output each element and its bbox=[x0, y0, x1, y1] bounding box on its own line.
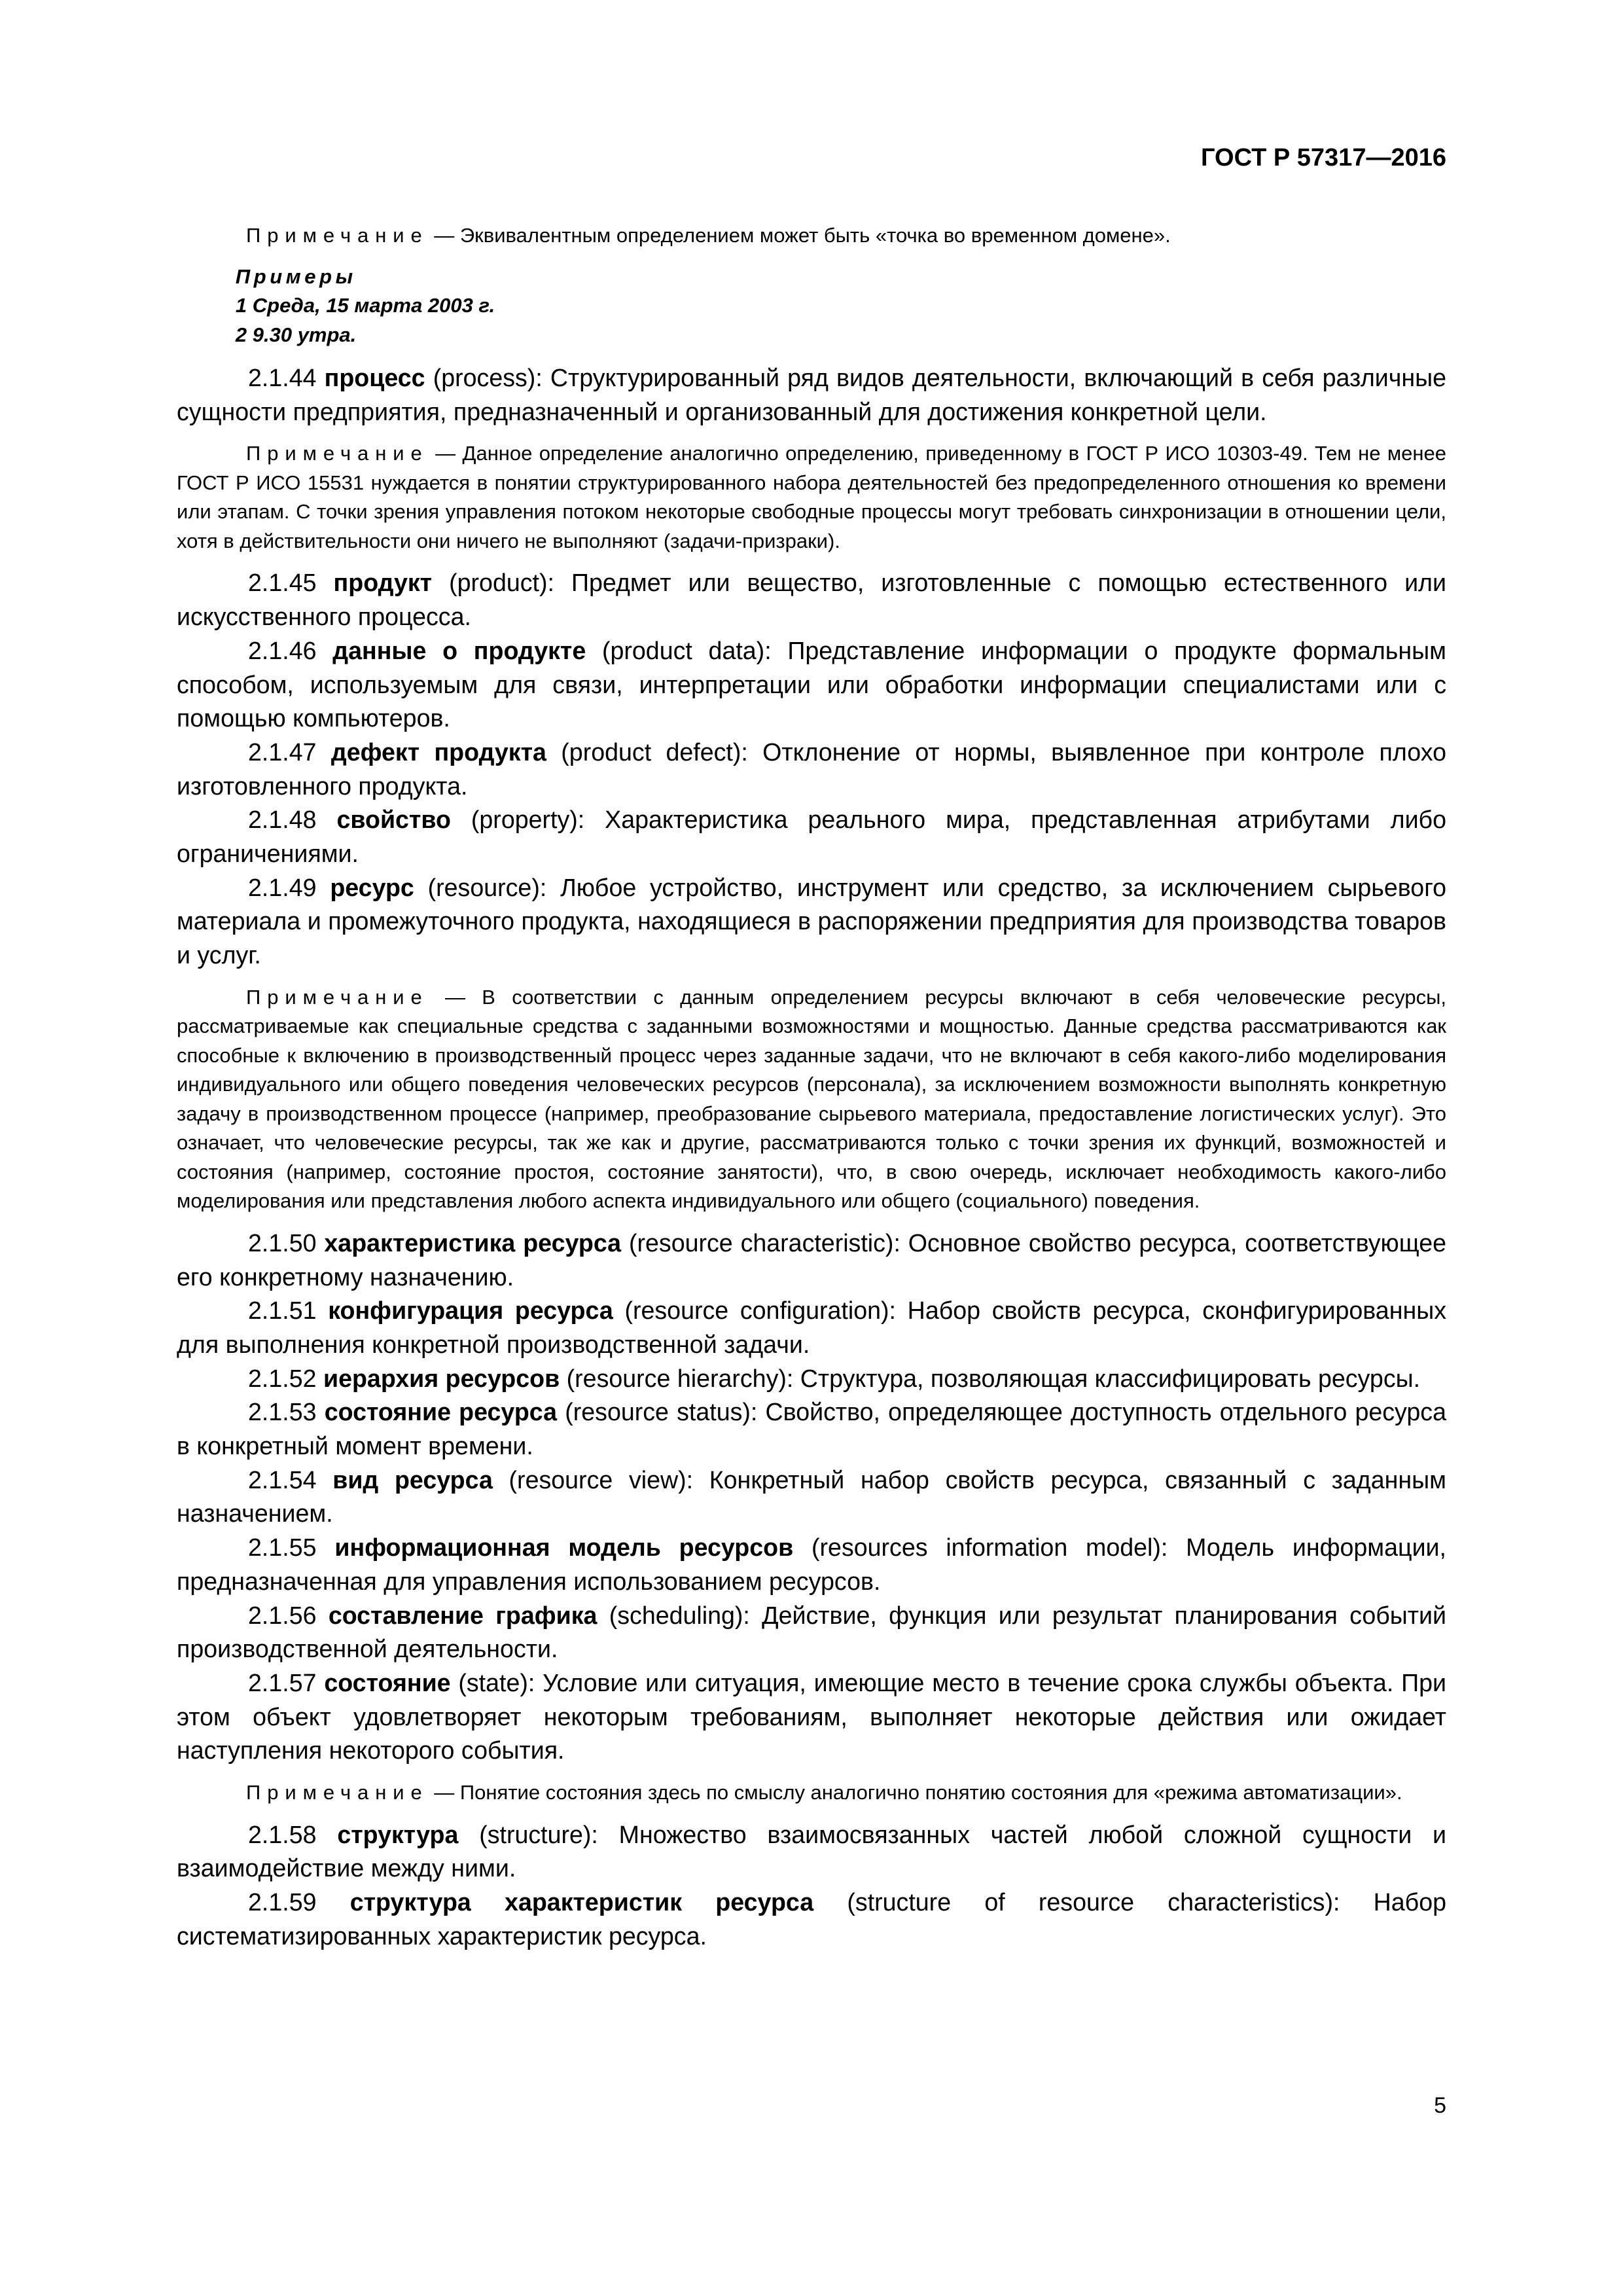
example-item: 1 Среда, 15 марта 2003 г. bbox=[235, 294, 495, 317]
entry-text: (product data): Представление информации о продукте формальным способом, используемым для связи, интерпретации или обработки информации специалистами или с помощью компьютеров. bbox=[177, 636, 1446, 732]
note-label: Примечание bbox=[246, 1781, 429, 1804]
entry-term: информационная модель ресурсов bbox=[334, 1534, 794, 1562]
entry-text: (property): Характеристика реального мира, представленная атрибутами либо ограничениями. bbox=[177, 806, 1446, 868]
entry-text: (scheduling): Действие, функция или результат планирования событий производственной деятельности. bbox=[177, 1601, 1446, 1663]
entry-number: 2.1.44 bbox=[248, 364, 317, 391]
note-text: — Понятие состояния здесь по смыслу аналогично понятию состояния для «режима автоматизации». bbox=[434, 1781, 1402, 1804]
entry-text: (resource characteristic): Основное свойство ресурса, соответствующее его конкретному назначению. bbox=[177, 1229, 1446, 1291]
note bbox=[177, 221, 1446, 251]
entry-text: (resource view): Конкретный набор свойств ресурса, связанный с заданным назначением. bbox=[177, 1465, 1446, 1528]
definition-entry bbox=[177, 1294, 1446, 1361]
note-text: — В соответствии с данным определением ресурсы включают в себя человеческие ресурсы, рассматриваемые как специальные средства с заданными возможностями и мощностью. Данные средства рассматриваются как способные к включению в производственный процесс через заданные задачи, что не включают в себя какого-либо моделирования индивидуального или общего поведения человеческих ресурсов (персонала), за исключением возможности выполнять конкретную задачу в производственном процессе (например, преобразование сырьевого материала, предоставление логистических услуг). Это означает, что человеческие ресурсы, так же как и другие, рассматриваются только с точки зрения их функций, возможностей и состояния (например, состояние простоя, состояние занятости), что, в свою очередь, исключает необходимость какого-либо моделирования или представления любого аспекта индивидуального или общего (социального) поведения. bbox=[177, 985, 1446, 1213]
entry-number: 2.1.45 bbox=[248, 569, 317, 597]
note-text: — Данное определение аналогично определению, приведенному в ГОСТ Р ИСО 10303-49. Тем не менее ГОСТ Р ИСО 15531 нуждается в понятии структурированного набора деятельностей без предопределенного отношения ко времени или этапам. С точки зрения управления потоком некоторые свободные процессы могут требовать синхронизации в отношении цели, хотя в действительности они ничего не выполняют (задачи-призраки). bbox=[177, 442, 1446, 552]
entry-text: (resource hierarchy): Структура, позволяющая классифицировать ресурсы. bbox=[560, 1364, 1421, 1392]
entry-text: (resource): Любое устройство, инструмент или средство, за исключением сырьевого материала и промежуточного продукта, находящиеся в распоряжении предприятия для производства товаров и услуг. bbox=[177, 873, 1446, 969]
entry-number: 2.1.52 bbox=[248, 1364, 317, 1392]
entry-text: (product defect): Отклонение от нормы, выявленное при контроле плохо изготовленного продукта. bbox=[177, 738, 1446, 800]
entry-text: (resources information model): Модель информации, предназначенная для управления использованием ресурсов. bbox=[177, 1534, 1446, 1595]
examples-block bbox=[177, 262, 1446, 350]
entry-number: 2.1.58 bbox=[248, 1820, 317, 1848]
entry-text: (structure): Множество взаимосвязанных частей любой сложной сущности и взаимодействие между ними. bbox=[177, 1820, 1446, 1882]
page-content bbox=[177, 221, 1446, 1953]
entry-term: продукт bbox=[333, 569, 433, 597]
definition-entry bbox=[177, 1531, 1446, 1598]
definition-entry bbox=[177, 1463, 1446, 1531]
entry-number: 2.1.59 bbox=[248, 1888, 317, 1916]
definition-entry bbox=[177, 1599, 1446, 1666]
document-code: ГОСТ Р 57317—2016 bbox=[1201, 144, 1446, 171]
definition-entry bbox=[177, 1362, 1446, 1396]
entry-term: конфигурация ресурса bbox=[328, 1297, 613, 1325]
entry-number: 2.1.55 bbox=[248, 1534, 317, 1562]
definition-entry bbox=[177, 736, 1446, 803]
note-label: Примечание bbox=[246, 224, 429, 247]
entry-text: (resource configuration): Набор свойств ресурса, сконфигурированных для выполнения конкретной производственной задачи. bbox=[177, 1297, 1446, 1358]
entry-term: дефект продукта bbox=[330, 738, 546, 766]
definition-entry bbox=[177, 1886, 1446, 1953]
page-number: 5 bbox=[1434, 2093, 1446, 2118]
entry-term: структура характеристик ресурса bbox=[349, 1888, 814, 1916]
entry-text: (state): Условие или ситуация, имеющие место в течение срока службы объекта. При этом объект удовлетворяет некоторым требованиям, выполняет некоторые действия или ожидает наступления некоторого события. bbox=[177, 1668, 1446, 1765]
entry-term: свойство bbox=[336, 806, 451, 834]
entry-term: данные о продукте bbox=[332, 636, 586, 664]
note bbox=[177, 983, 1446, 1216]
definition-entry bbox=[177, 566, 1446, 634]
definition-entry bbox=[177, 1666, 1446, 1768]
entry-number: 2.1.48 bbox=[248, 806, 317, 834]
entry-number: 2.1.51 bbox=[248, 1297, 317, 1325]
entry-term: вид ресурса bbox=[332, 1465, 493, 1494]
entry-term: процесс bbox=[324, 364, 425, 391]
note-text: — Эквивалентным определением может быть «точка во временном домене». bbox=[434, 224, 1171, 247]
examples-label: Примеры bbox=[235, 264, 357, 288]
entry-term: составление графика bbox=[328, 1601, 597, 1629]
note bbox=[177, 439, 1446, 556]
entry-number: 2.1.46 bbox=[248, 636, 317, 664]
entry-number: 2.1.54 bbox=[248, 1465, 317, 1494]
entry-term: характеристика ресурса bbox=[324, 1229, 622, 1257]
entry-number: 2.1.56 bbox=[248, 1601, 317, 1629]
entry-term: иерархия ресурсов bbox=[323, 1364, 560, 1392]
entry-term: структура bbox=[337, 1820, 459, 1848]
entry-number: 2.1.47 bbox=[248, 738, 317, 766]
entry-number: 2.1.49 bbox=[248, 873, 317, 901]
definition-entry bbox=[177, 634, 1446, 736]
entry-term: состояние bbox=[324, 1668, 451, 1696]
entry-text: (process): Структурированный ряд видов деятельности, включающий в себя различные сущности предприятия, предназначенный и организованный для достижения конкретной цели. bbox=[177, 364, 1446, 425]
definition-entry bbox=[177, 1818, 1446, 1886]
definition-entry bbox=[177, 361, 1446, 429]
note bbox=[177, 1778, 1446, 1808]
entry-number: 2.1.50 bbox=[248, 1229, 317, 1257]
definition-entry bbox=[177, 803, 1446, 870]
note-label: Примечание bbox=[246, 442, 429, 465]
entry-term: состояние ресурса bbox=[324, 1398, 558, 1426]
example-item: 2 9.30 утра. bbox=[235, 323, 357, 346]
entry-number: 2.1.57 bbox=[248, 1668, 317, 1696]
entry-text: (structure of resource characteristics): Набор систематизированных характеристик ресурса. bbox=[177, 1888, 1446, 1950]
entry-term: ресурс bbox=[330, 873, 414, 901]
note-label: Примечание bbox=[246, 985, 429, 1009]
entry-text: (product): Предмет или вещество, изготовленные с помощью естественного или искусственного процесса. bbox=[177, 569, 1446, 631]
definition-entry bbox=[177, 871, 1446, 973]
entry-text: (resource status): Свойство, определяющее доступность отдельного ресурса в конкретный момент времени. bbox=[177, 1398, 1446, 1460]
entry-number: 2.1.53 bbox=[248, 1398, 317, 1426]
definition-entry bbox=[177, 1227, 1446, 1294]
definition-entry bbox=[177, 1395, 1446, 1463]
